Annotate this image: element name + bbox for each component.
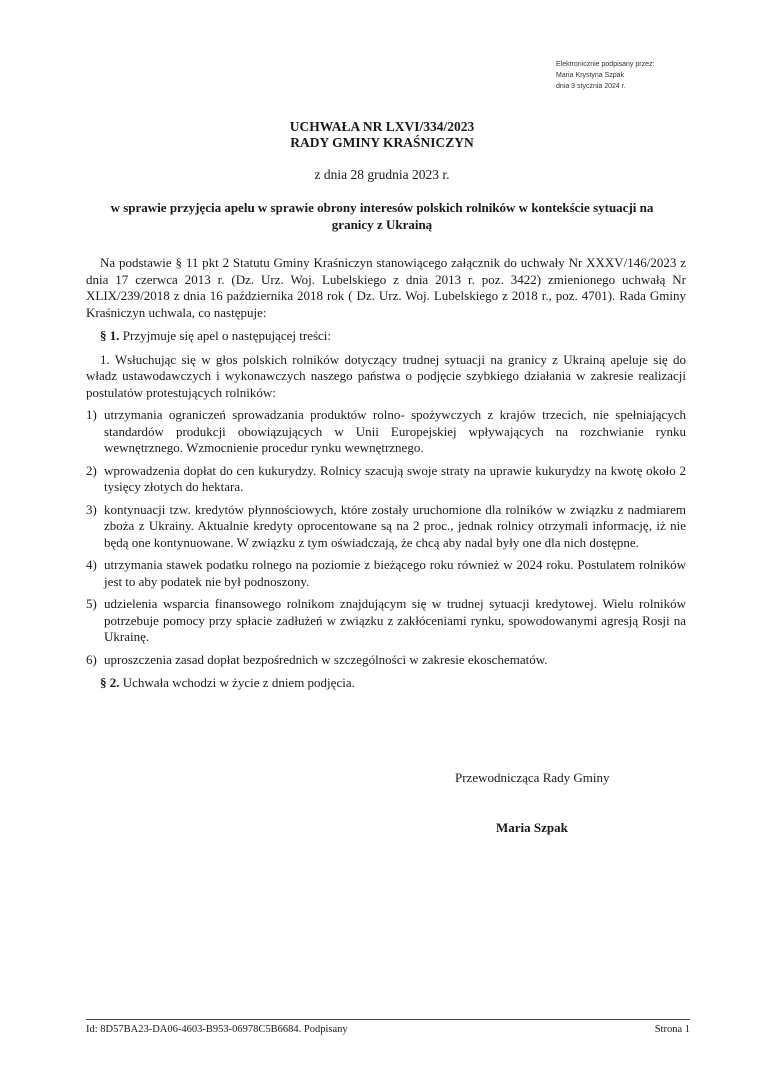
list-item-number: 3) — [86, 501, 97, 517]
list-item-number: 4) — [86, 557, 97, 572]
footer-divider — [86, 1019, 690, 1020]
section-1 — [86, 328, 686, 345]
list-item-text: udzielenia wsparcia finansowego rolnikom znajdującym się w trudnej sytuacji kredytowej. Wielu rolników potrzebuje pomocy przy spłacie zadłużeń w związku z zakłóceniami rynku, spowodowanymi agresją Rosji na Ukrainę. — [104, 596, 686, 644]
resolution-subject: w sprawie przyjęcia apelu w sprawie obrony interesów polskich rolników w kontekście sytuacji na granicy z Ukrainą — [110, 200, 654, 232]
list-item-text: kontynuacji tzw. kredytów płynnościowych, które zostały uruchomione dla rolników w związku z nadmiarem zboża z Ukrainy. Aktualnie kredyty oprocentowane są na 2 proc., jednak rolnicy otrzymali informację, iż nie będą one kontynuowane. W związku z tym oświadczają, że chcą aby nadal były one dla nich dostępne. — [104, 501, 686, 550]
list-item — [86, 652, 686, 669]
council-name: RADY GMINY KRAŚNICZYN — [290, 135, 474, 150]
preamble: Na podstawie § 11 pkt 2 Statutu Gminy Kraśniczyn stanowiącego załącznik do uchwały Nr XXXV/146/2023 z dnia 17 czerwca 2013 r. (Dz. Urz. Woj. Lubelskiego z dnia 2013 r. poz. 3422) zmienionego uchwałą Nr XLIX/239/2018 z dnia 16 października 2018 rok ( Dz. Urz. Woj. Lubelskiego z 2018 r., poz. 4701). Rada Gminy Kraśniczyn uchwala, co następuje: — [86, 255, 686, 320]
appeal-intro: 1. Wsłuchując się w głos polskich rolników dotyczący trudnej sytuacji na granicy z Ukrainą apeluje się do władz ustawodawczych i wykonawczych naszego państwa o podjęcie szybkiego działania w zakresie realizacji postulatów protestujących rolników: — [86, 351, 686, 400]
section-1-text: Przyjmuje się apel o następującej treści: — [122, 328, 332, 343]
section-2-text: Uchwała wchodzi w życie z dniem podjęcia. — [122, 675, 355, 690]
list-item — [86, 407, 686, 457]
list-item — [86, 596, 686, 646]
list-item — [86, 502, 686, 552]
list-item-number: 1) — [86, 407, 97, 422]
list-item-text: utrzymania ograniczeń sprowadzania produktów rolno- spożywczych z krajów trzecich, nie spełniających standardów produkcji obowiązujących w Unii Europejskiej wpływających na rozchwianie rynku wewnętrznego. Wzmocnienie procedur rynku wewnętrznego. — [104, 407, 686, 455]
document-body — [86, 255, 686, 692]
signature-line-2: Maria Krystyna Szpak — [556, 72, 625, 79]
chairperson-name: Maria Szpak — [496, 820, 568, 835]
signature-line-1: Elektronicznie podpisany przez: — [556, 61, 655, 68]
section-1-mark: § 1. — [100, 328, 120, 343]
document-id: Id: 8D57BA23-DA06-4603-B953-06978C5B6684. Podpisany — [86, 1024, 348, 1035]
demands-list — [86, 407, 686, 668]
list-item-text: wprowadzenia dopłat do cen kukurydzy. Rolnicy szacują swoje straty na uprawie kukurydzy na kwotę około 2 tysięcy złotych do hektara. — [104, 462, 686, 494]
e-signature-note — [556, 59, 756, 92]
list-item-text: uproszczenia zasad dopłat bezpośrednich w szczególności w zakresie ekoschematów. — [104, 651, 548, 667]
list-item-number: 2) — [86, 462, 97, 478]
resolution-date: z dnia 28 grudnia 2023 r. — [314, 167, 450, 182]
list-item-number: 6) — [86, 651, 97, 667]
page-number: Strona 1 — [654, 1024, 690, 1035]
list-item — [86, 557, 686, 590]
section-2-mark: § 2. — [100, 675, 120, 690]
resolution-title: UCHWAŁA NR LXVI/334/2023 — [289, 119, 475, 134]
section-2 — [86, 675, 686, 692]
list-item-number: 5) — [86, 596, 97, 611]
list-item — [86, 463, 686, 496]
signature-line-3: dnia 3 stycznia 2024 r. — [556, 83, 626, 90]
list-item-text: utrzymania stawek podatku rolnego na poziomie z bieżącego roku również w 2024 roku. Postulatem rolników jest to aby podatek nie był podnoszony. — [104, 557, 686, 589]
chairperson-role: Przewodnicząca Rady Gminy — [455, 770, 610, 785]
